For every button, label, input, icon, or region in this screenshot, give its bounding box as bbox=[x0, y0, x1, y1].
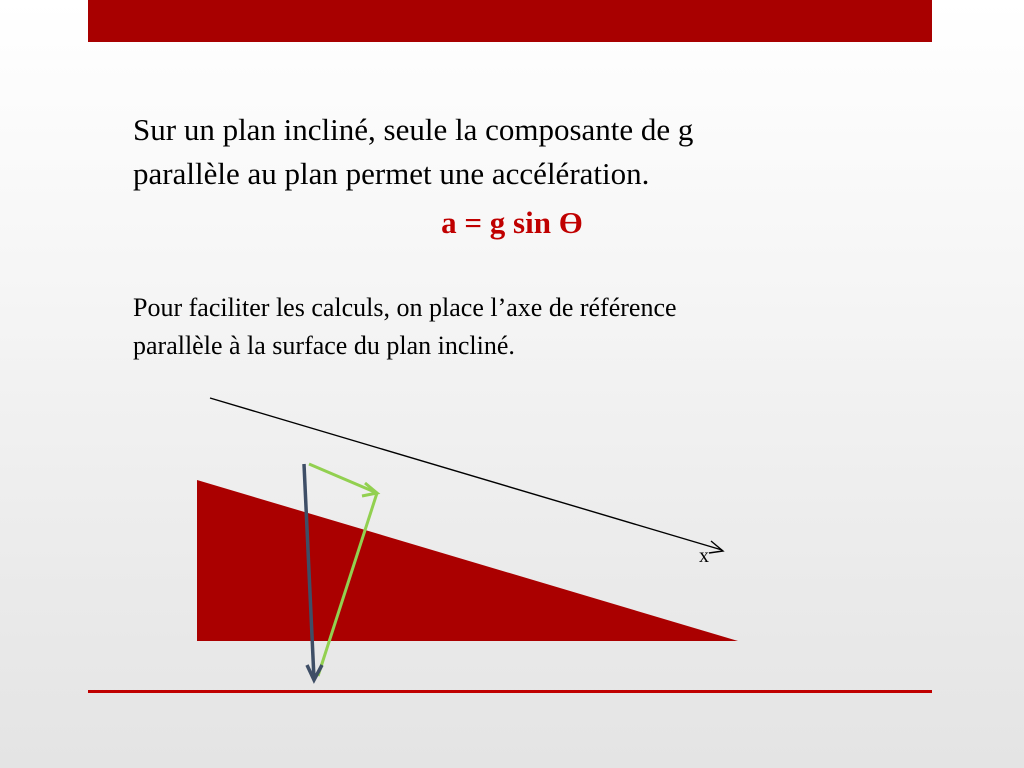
x-axis-label: x bbox=[699, 545, 709, 567]
acceleration-formula: a = g sin Ɵ bbox=[441, 205, 583, 240]
inclined-plane-triangle bbox=[197, 480, 738, 641]
bottom-accent-line bbox=[88, 690, 932, 693]
parallel-component-vector bbox=[309, 464, 377, 493]
intro-line-1: Sur un plan incliné, seule la composante de g bbox=[133, 112, 694, 147]
intro-line-2: parallèle au plan permet une accélération. bbox=[133, 156, 650, 191]
reference-line-1: Pour faciliter les calculs, on place l’axe de référence bbox=[133, 293, 677, 322]
reference-line-2: parallèle à la surface du plan incliné. bbox=[133, 331, 515, 360]
